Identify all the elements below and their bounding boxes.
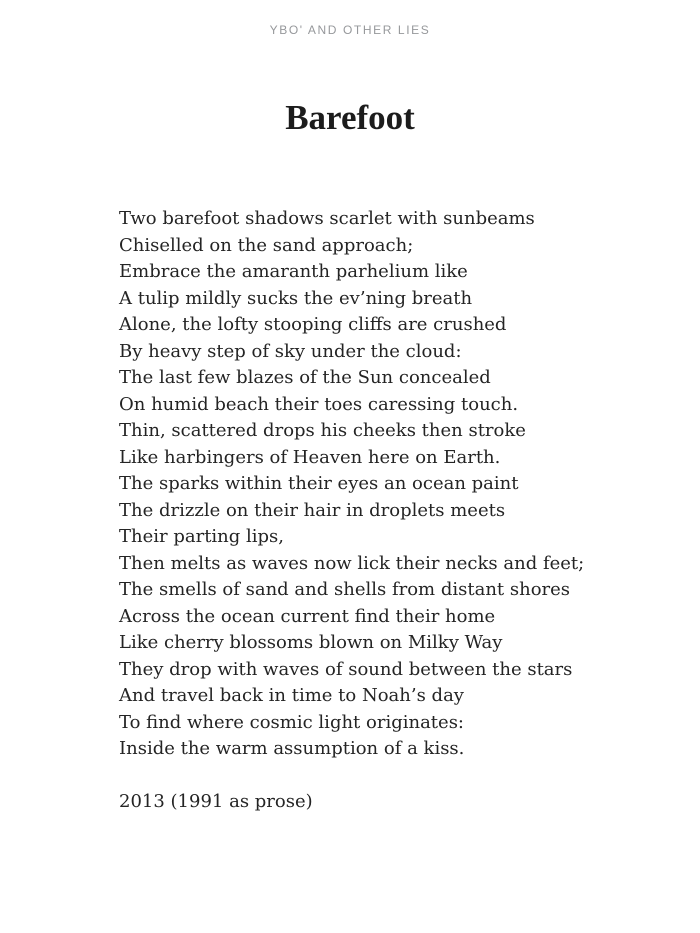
poem-line: Alone, the lofty stooping cliffs are crushed [119, 314, 507, 335]
poem-date-note: 2013 (1991 as prose) [119, 791, 313, 812]
poem-body [119, 206, 660, 816]
running-head: YBO' AND OTHER LIES [269, 23, 431, 37]
poem-title: Barefoot [285, 98, 415, 137]
poem-line: Inside the warm assumption of a kiss. [119, 738, 465, 759]
poem-line: By heavy step of sky under the cloud: [119, 340, 462, 362]
poem-line: Like harbingers of Heaven here on Earth. [119, 446, 501, 468]
poem-line: And travel back in time to Noah’s day [119, 685, 464, 706]
poem-line: Chiselled on the sand approach; [119, 234, 414, 256]
poem-line: Across the ocean current find their home [119, 605, 496, 627]
poem-line: On humid beach their toes caressing touch. [119, 393, 519, 415]
poem-line: Two barefoot shadows scarlet with sunbeams [119, 208, 535, 229]
poem-line: Embrace the amaranth parhelium like [119, 261, 468, 282]
poem-line: The sparks within their eyes an ocean paint [119, 473, 519, 494]
poem-line: To find where cosmic light originates: [119, 711, 464, 733]
poem-line: Their parting lips, [119, 526, 285, 547]
poem-line: The drizzle on their hair in droplets meets [119, 499, 506, 521]
poem-line: The smells of sand and shells from distant shores [119, 579, 571, 600]
poem-line: Like cherry blossoms blown on Milky Way [119, 632, 503, 653]
poem-line: They drop with waves of sound between the stars [119, 658, 573, 680]
poem-line: Then melts as waves now lick their necks and feet; [119, 552, 585, 574]
poem-line: Thin, scattered drops his cheeks then stroke [119, 420, 526, 441]
poem-line: A tulip mildly sucks the ev’ning breath [119, 287, 473, 309]
poem-line: The last few blazes of the Sun concealed [119, 367, 491, 388]
